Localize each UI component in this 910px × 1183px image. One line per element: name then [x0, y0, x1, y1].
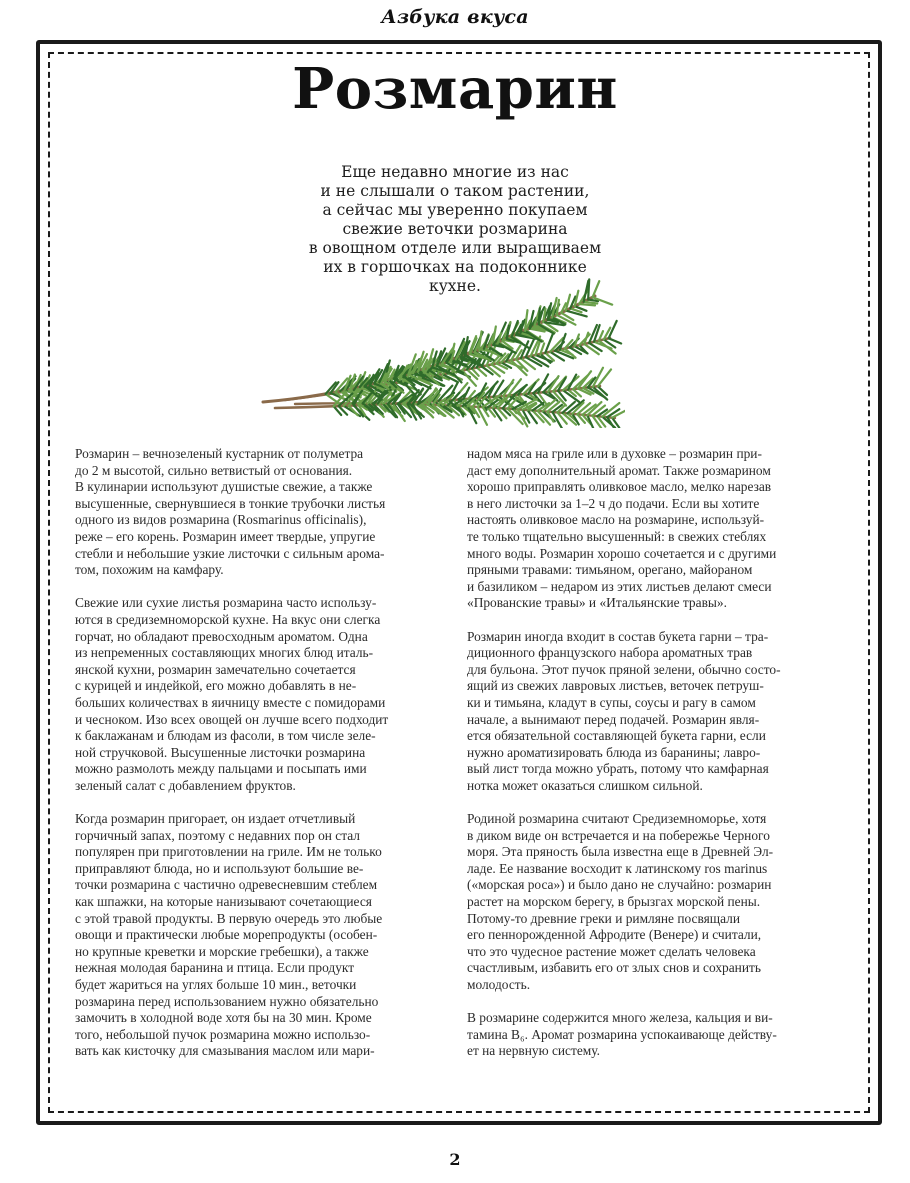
paragraph: [75, 811, 447, 1060]
text-line: пряными травами: тимьяном, орегано, майораном: [467, 562, 753, 578]
text-line: настоять оливковое масло на розмарине, используй-: [467, 512, 765, 528]
text-line: молодость.: [467, 977, 531, 992]
intro-line: свежие веточки розмарина: [342, 220, 568, 238]
text-line: счастливым, избавить его от злых снов и сохранить: [467, 960, 761, 976]
text-line: точки розмарина с частично одревесневшим стеблем: [75, 877, 378, 893]
intro-line: их в горшочках на подоконнике: [323, 258, 587, 276]
text-line: горчат, но обладают превосходным ароматом. Одна: [75, 628, 368, 644]
intro-line: Еще недавно многие из нас: [341, 163, 569, 181]
text-line: ются в средиземноморской кухне. На вкус они слегка: [75, 611, 381, 627]
paragraph: [75, 595, 447, 794]
text-line: нужно ароматизировать блюда из баранины; лавро-: [467, 744, 761, 760]
intro-line: в овощном отделе или выращиваем: [308, 239, 602, 257]
rosemary-needle: [503, 380, 513, 396]
text-line: из непременных составляющих многих блюд италь-: [75, 645, 374, 661]
text-line: вать как кисточку для смазывания маслом или мари-: [75, 1043, 375, 1059]
text-line: растет на морском берегу, в брызгах морской пены.: [467, 894, 761, 910]
article-left-column: [75, 446, 447, 1077]
paragraph: [75, 446, 447, 579]
text-line: в диком виде он встречается и на побережье Черного: [467, 827, 770, 843]
text-line: зеленый салат с добавлением фруктов.: [75, 777, 296, 793]
magazine-brand: Азбука вкуса: [381, 6, 529, 28]
text-line: и базиликом – недаром из этих листьев делают смеси: [467, 578, 772, 594]
text-line: Розмарин иногда входит в состав букета гарни – тра-: [467, 628, 769, 644]
text-line: моря. Эта пряность была известна еще в Древней Эл-: [467, 844, 774, 860]
text-line: в него листочки за 1–2 ч до подачи. Если вы хотите: [467, 495, 760, 511]
text-line: ет на нервную систему.: [467, 1043, 600, 1059]
text-line: замочить в холодной воде хотя бы на 30 мин. Кроме: [75, 1010, 372, 1026]
text-line: диционного французского набора ароматных трав: [467, 645, 753, 661]
text-line: Розмарин – вечнозеленый кустарник от полуметра: [75, 446, 364, 461]
rosemary-needle: [539, 308, 540, 324]
text-line: ящий из свежих лавровых листьев, веточек петруш-: [467, 678, 764, 694]
text-line: с этой травой продукты. В первую очередь это любые: [75, 910, 383, 926]
text-line: можно размолоть между пальцами и посыпать ими: [75, 761, 367, 777]
text-line: («морская роса») и было дано не случайно: розмарин: [467, 877, 772, 893]
article-right-column: [467, 446, 839, 1077]
rosemary-sprigs-illustration: [255, 278, 625, 428]
text-line: начале, а вынимают перед подачей. Розмарин явля-: [467, 711, 760, 727]
text-line: Когда розмарин пригорает, он издает отчетливый: [75, 811, 356, 827]
text-line: реже – его корень. Розмарин имеет твердые, упругие: [75, 528, 376, 544]
text-line: ки и тимьяна, кладут в супы, соусы и рагу в самом: [467, 694, 756, 710]
text-line: стебли и небольшие узкие листочки с сильным арома-: [75, 545, 385, 561]
text-line: Потому-то древние греки и римляне посвящали: [467, 910, 741, 926]
text-line: ладе. Ее название восходит к латинскому ros marinus: [467, 860, 768, 876]
text-line: популярен при приготовлении на гриле. Им не только: [75, 844, 382, 860]
article-intro: [270, 163, 640, 296]
text-line: одного из видов розмарина (Rosmarinus officinalis),: [75, 512, 367, 528]
text-line: много воды. Розмарин хорошо сочетается и с другими: [467, 545, 777, 561]
text-line: но крупные креветки и морские гребешки), а также: [75, 943, 369, 959]
rosemary-needle: [584, 302, 598, 304]
text-line: горчичный запах, поэтому с недавних пор он стал: [75, 827, 360, 843]
text-line: будет жариться на углях больше 10 мин., веточки: [75, 977, 357, 992]
text-line: и чесноком. Изо всех овощей он лучше всего подходит: [75, 711, 389, 727]
rosemary-needle: [593, 281, 600, 297]
text-line: розмарина перед использованием нужно обязательно: [75, 993, 379, 1009]
text-line: больших количествах в яичницу вместе с помидорами: [75, 694, 386, 710]
text-line: его пеннорожденной Афродите (Венере) и считали,: [467, 927, 762, 943]
paragraph: [467, 1010, 839, 1060]
intro-line: кухне.: [429, 277, 481, 295]
article-title: Розмарин: [292, 56, 618, 122]
paragraph: [467, 446, 839, 612]
text-line: для бульона. Этот пучок пряной зелени, обычно состо-: [467, 661, 781, 677]
text-line: В розмарине содержится много железа, кальция и ви-: [467, 1010, 773, 1026]
text-line: с курицей и индейкой, его можно добавлять в не-: [75, 678, 357, 694]
text-line: высушенные, свернувшиеся в тонкие трубочки листья: [75, 495, 386, 511]
text-line: овощи и практически любые морепродукты (особен-: [75, 927, 378, 943]
intro-line: и не слышали о таком растении,: [320, 182, 590, 200]
text-line: надом мяса на гриле или в духовке – розмарин при-: [467, 446, 762, 461]
text-line: того, небольшой пучок розмарина можно использо-: [75, 1026, 371, 1042]
text-line: нежная молодая баранина и птица. Если продукт: [75, 960, 355, 976]
text-line: том, похожим на камфару.: [75, 562, 224, 578]
intro-line: а сейчас мы уверенно покупаем: [322, 201, 588, 219]
paragraph: [467, 811, 839, 994]
text-line: ется обязательной составляющей букета гарни, если: [467, 728, 766, 744]
text-line: «Прованские травы» и «Итальянские травы».: [467, 595, 727, 611]
text-line: те только тщательно высушенный: в свежих стеблях: [467, 528, 767, 544]
text-line: Родиной розмарина считают Средиземноморье, хотя: [467, 811, 767, 827]
paragraph: [467, 629, 839, 795]
text-line: Свежие или сухие листья розмарина часто использу-: [75, 595, 377, 611]
text-line: хорошо приправлять оливковое масло, мелко нарезав: [467, 479, 772, 495]
rosemary-needle: [579, 304, 595, 305]
rosemary-needle: [588, 279, 589, 299]
rosemary-needle: [609, 338, 622, 343]
text-line: В кулинарии используют душистые свежие, а также: [75, 479, 373, 495]
text-line: приправляют блюда, но и используют большие ве-: [75, 860, 364, 876]
text-line: как шпажки, на которые нанизывают сочетающиеся: [75, 894, 372, 910]
text-line: что это чудесное растение может сделать человека: [467, 943, 756, 959]
text-line: нотка может оказаться слишком сильной.: [467, 777, 703, 793]
text-line: к баклажанам и блюдам из фасоли, в том числе зеле-: [75, 728, 376, 744]
text-line: даст ему дополнительный аромат. Также розмарином: [467, 462, 771, 478]
text-line: до 2 м высотой, сильно ветвистый от основания.: [75, 462, 353, 478]
text-line: тамина B₆. Аромат розмарина успокаивающе действу-: [467, 1026, 777, 1042]
text-line: янской кухни, розмарин замечательно сочетается: [75, 661, 356, 677]
text-line: ной стручковой. Высушенные листочки розмарина: [75, 744, 366, 760]
page-number: 2: [449, 1150, 461, 1169]
text-line: вый лист тогда можно убрать, потому что камфарная: [467, 761, 769, 777]
